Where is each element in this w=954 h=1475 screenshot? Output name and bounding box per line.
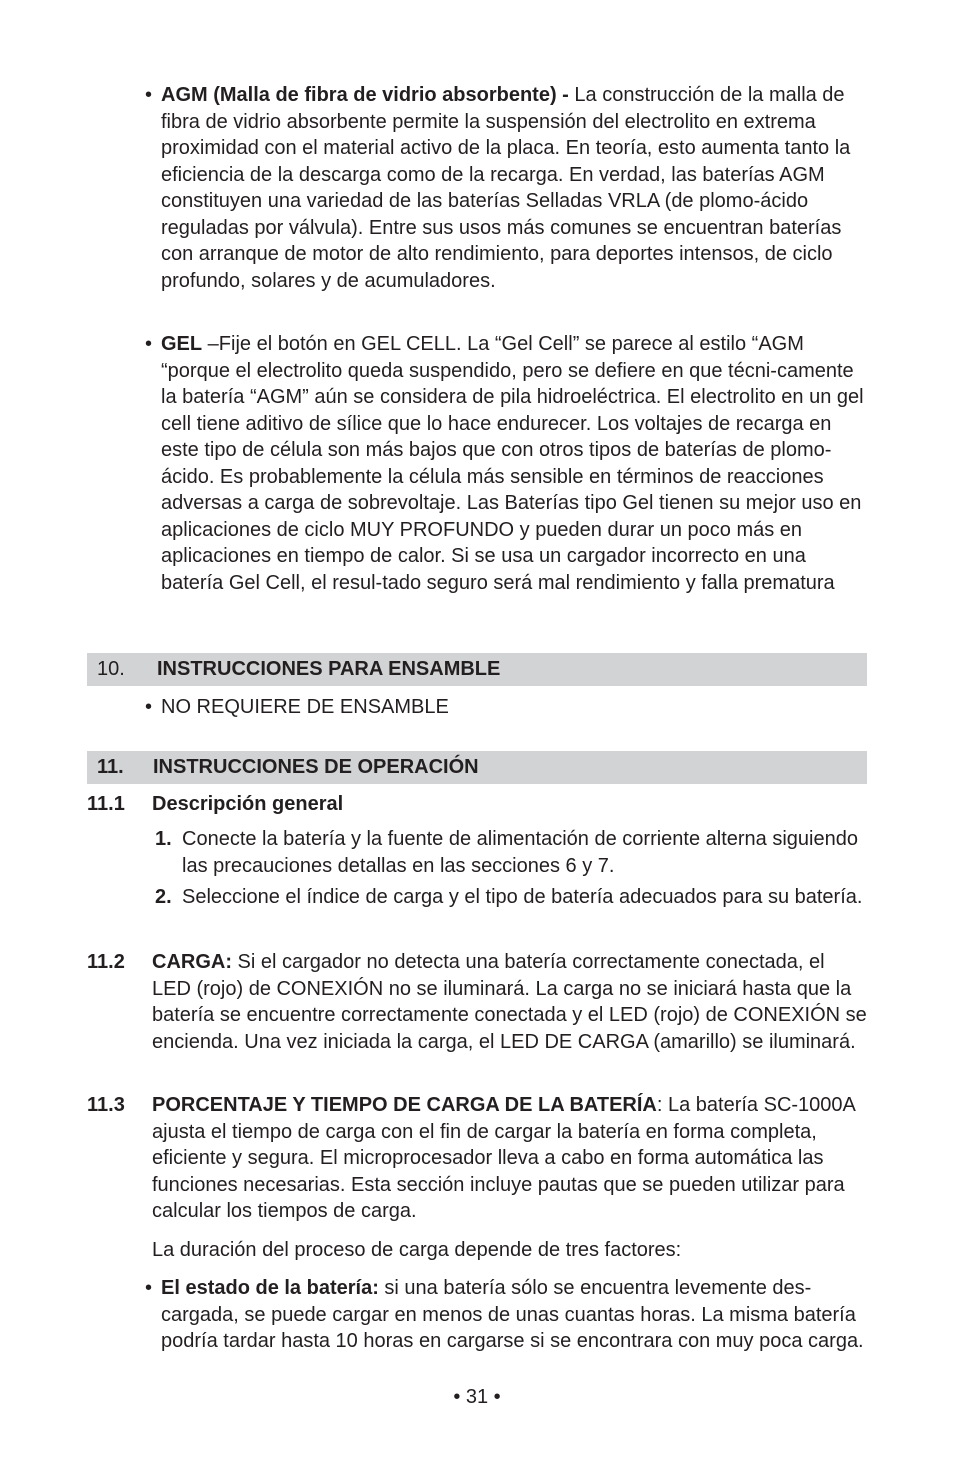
- list-item-2: [152, 884, 868, 911]
- list-item-2-text: Seleccione el índice de carga y el tipo de batería adecuados para su batería.: [182, 886, 863, 908]
- subsection-11-3-lead: PORCENTAJE Y TIEMPO DE CARGA DE LA BATERÍA: [152, 1094, 657, 1116]
- section-10-title: INSTRUCCIONES PARA ENSAMBLE: [157, 658, 501, 680]
- section-10-header: [87, 653, 867, 686]
- subsection-11-1-number: 11.1: [87, 793, 125, 815]
- subsection-11-3-text: [152, 1092, 868, 1225]
- subsection-11-2-text: [152, 949, 868, 1055]
- subsection-11-3-para: La duración del proceso de carga depende de tres factores:: [152, 1239, 682, 1261]
- bullet-agm-body: La construcción de la malla de fibra de vidrio absorbente permite la suspensión del electrolito en extrema proximidad con el material activo de la placa. En teoría, esto aumenta tanto la eficiencia de la descarga como de la recarga. En verdad, las baterías AGM constituyen una variedad de las baterías Selladas VRLA (de plomo-ácido reguladas por válvula). Entre sus usos más comunes se encuentran baterías con arranque de motor de alto rendimiento, para deportes intensos, de ciclo profundo, solares y de acumuladores.: [161, 84, 851, 292]
- bullet-dot: •: [145, 84, 153, 106]
- bullet-estado-bateria-body: si una batería sólo se encuentra levemente des-cargada, se puede cargar en menos de unas cuantas horas. La misma batería podría tardar hasta 10 horas en cargarse si se encontrara con muy poca carga.: [161, 1277, 864, 1352]
- bullet-estado-bateria-lead: El estado de la batería:: [161, 1277, 379, 1299]
- bullet-agm-text: [161, 82, 867, 294]
- bullet-gel: [145, 331, 867, 596]
- bullet-no-ensamble-text: NO REQUIERE DE ENSAMBLE: [161, 696, 449, 718]
- bullet-agm-lead: AGM (Malla de fibra de vidrio absorbente) -: [161, 84, 569, 106]
- bullet-gel-body: –Fije el botón en GEL CELL. La “Gel Cell” se parece al estilo “AGM “porque el electrolito queda suspendido, pero se defiere en que técni-camente la batería “AGM” aún se considera de pila hidroeléctrica. El electrolito en un gel cell tiene aditivo de sílice que lo hace endurecer. Los voltajes de recarga en este tipo de célula son más bajos que con otros tipos de baterías de plomo-ácido. Es probablemente la célula más sensible en términos de reacciones adversas a carga de sobrevoltaje. Las Baterías tipo Gel tienen su mejor uso en aplicaciones de ciclo MUY PROFUNDO y pueden durar un poco más en aplicaciones en tiempo de calor. Si se usa un cargador incorrecto en una batería Gel Cell, el resul-tado seguro será mal rendimiento y falla prematura: [161, 333, 864, 594]
- section-11-title: INSTRUCCIONES DE OPERACIÓN: [153, 756, 479, 778]
- section-11-header: [87, 751, 867, 784]
- subsection-11-2-body: Si el cargador no detecta una batería correctamente conectada, el LED (rojo) de CONEXIÓN no se iluminará. La carga no se iniciará hasta que la batería se encuentre correctamente conectada y el LED (rojo) de CONEXIÓN se encienda. Una vez iniciada la carga, el LED DE CARGA (amarillo) se iluminará.: [152, 951, 867, 1053]
- list-item-1-text: Conecte la batería y la fuente de alimentación de corriente alterna siguiendo las precauciones detallas en las secciones 6 y 7.: [182, 828, 858, 877]
- section-11-number: 11.: [97, 756, 124, 778]
- list-item-2-number: 2.: [155, 886, 172, 908]
- subsection-11-2-lead: CARGA:: [152, 951, 232, 973]
- list-item-1-number: 1.: [155, 828, 172, 850]
- subsection-11-1-title: Descripción general: [152, 793, 344, 815]
- bullet-gel-text: [161, 331, 867, 596]
- bullet-estado-bateria-text: [161, 1275, 867, 1355]
- bullet-estado-bateria: [145, 1275, 867, 1355]
- bullet-dot: •: [145, 696, 153, 718]
- section-10-number: 10.: [97, 658, 125, 680]
- bullet-dot: •: [145, 333, 153, 355]
- list-item-1: [152, 826, 868, 879]
- bullet-gel-lead: GEL: [161, 333, 203, 355]
- subsection-11-3-number: 11.3: [87, 1094, 125, 1116]
- subsection-11-2-number: 11.2: [87, 951, 125, 973]
- page-number: • 31 •: [453, 1386, 501, 1408]
- subsection-11-3-body: : La batería SC-1000A ajusta el tiempo de carga con el fin de cargar la batería en forma completa, eficiente y segura. El microprocesador lleva a cabo en forma automática las funciones necesarias. Esta sección incluye pautas que se pueden utilizar para calcular los tiempos de carga.: [152, 1094, 855, 1222]
- bullet-agm: [145, 82, 867, 294]
- bullet-no-ensamble: [145, 694, 867, 721]
- bullet-dot: •: [145, 1277, 153, 1299]
